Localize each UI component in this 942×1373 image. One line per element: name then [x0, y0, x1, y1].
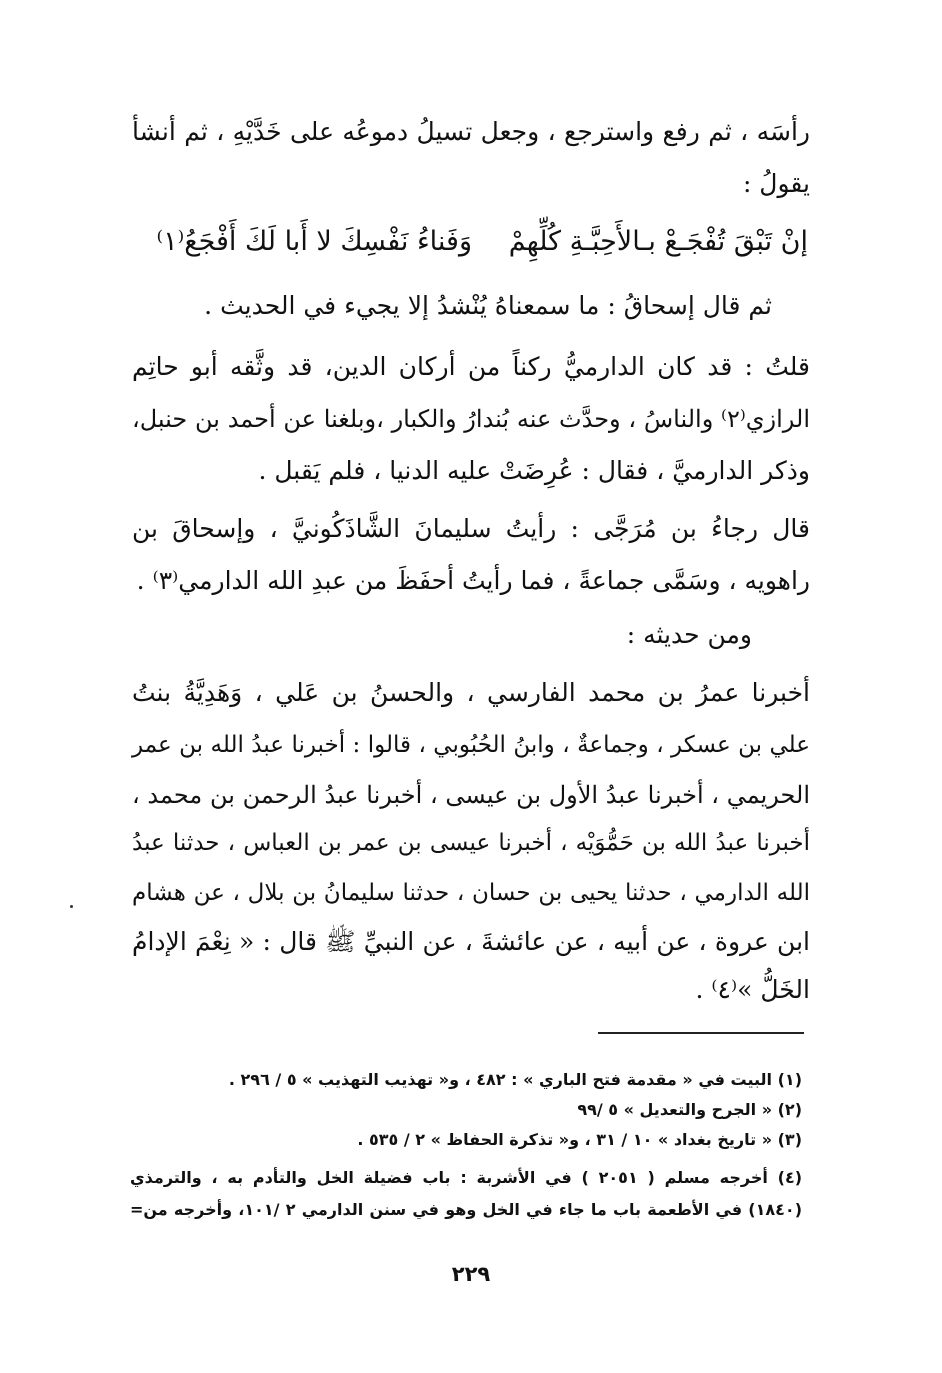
footnote-4-line-1: (٤) أخرجه مسلم ( ٢٠٥١ ) في الأشربة : باب فضيلة الخل والتأدم به ، والترمذي	[130, 1168, 803, 1187]
footnote-separator	[598, 1032, 804, 1034]
verse-first-hemistich: إنْ تَبْقَ تُفْجَـعْ بـالأَحِبَّـةِ كُلِّهِمْ	[508, 226, 808, 257]
body-line-3: ثم قال إسحاقُ : ما سمعناهُ يُنْشدُ إلا يجيء في الحديث .	[204, 291, 772, 320]
body-line-16: الخَلُّ »⁽٤⁾ .	[695, 975, 810, 1004]
page-number: ٢٢٩	[451, 1262, 491, 1286]
body-line-14: الله الدارمي ، حدثنا يحيى بن حسان ، حدثنا سليمانُ بن بلال ، عن هشام	[132, 880, 810, 906]
body-line-10: أخبرنا عمرُ بن محمد الفارسي ، والحسنُ بن عَلي ، وَهَدِيَّةُ بنتُ	[132, 678, 810, 707]
footnote-2: (٢) « الجرح والتعديل » ٥ /٩٩	[577, 1100, 802, 1119]
footnote-3: (٣) « تاريخ بغداد » ١٠ / ٣١ ، و« تذكرة الحفاظ » ٢ / ٥٣٥ .	[357, 1130, 802, 1149]
body-line-9: ومن حديثه :	[626, 620, 752, 649]
body-line-15: ابن عروة ، عن أبيه ، عن عائشةَ ، عن النبيِّ ﷺ قال : « نِعْمَ الإدامُ	[132, 927, 810, 956]
footnote-1: (١) البيت في « مقدمة فتح الباري » : ٤٨٢ ، و« تهذيب التهذيب » ٥ / ٢٩٦ .	[228, 1070, 802, 1089]
body-line-5: الرازي⁽٢⁾ والناسُ ، وحدَّث عنه بُندارُ والكبار ،وبلغنا عن أحمد بن حنبل،	[132, 405, 811, 433]
body-line-11: علي بن عسكر ، وجماعةٌ ، وابنُ الحُبُوبي ، قالوا : أخبرنا عبدُ الله بن عمر	[132, 732, 810, 758]
footnote-4-line-2: (١٨٤٠) في الأطعمة باب ما جاء في الخل وهو في سنن الدارمي ٢ /١٠١، وأخرجه من=	[130, 1200, 802, 1219]
verse-second-hemistich: وَفَناءُ نَفْسِكَ لا أَبا لَكَ أَفْجَعُ⁽١⁾	[156, 226, 472, 257]
body-line-13: أخبرنا عبدُ الله بن حَمُّوَيْه ، أخبرنا عيسى بن عمر بن العباس ، حدثنا عبدُ	[132, 830, 810, 856]
body-line-4: قلتُ : قد كان الدارميُّ ركناً من أركان الدين، قد وثَّقه أبو حاتِم	[132, 352, 810, 381]
body-line-8: راهويه ، وسَمَّى جماعةً ، فما رأيتُ أحفَظَ من عبدِ الله الدارمي⁽٣⁾ .	[136, 566, 810, 595]
body-line-2: يقولُ :	[742, 169, 810, 198]
body-line-6: وذكر الدارميَّ ، فقال : عُرِضَتْ عليه الدنيا ، فلم يَقبل .	[258, 456, 810, 485]
scan-speck	[70, 905, 73, 908]
body-line-1: رأسَه ، ثم رفع واسترجع ، وجعل تسيلُ دموعُه على خَدَّيْهِ ، ثم أنشأ	[132, 117, 810, 146]
body-line-7: قال رجاءُ بن مُرَجَّى : رأيتُ سليمانَ الشَّاذَكُونيَّ ، وإسحاقَ بن	[132, 514, 810, 543]
body-line-12: الحريمي ، أخبرنا عبدُ الأول بن عيسى ، أخبرنا عبدُ الرحمن بن محمد ،	[132, 781, 810, 809]
